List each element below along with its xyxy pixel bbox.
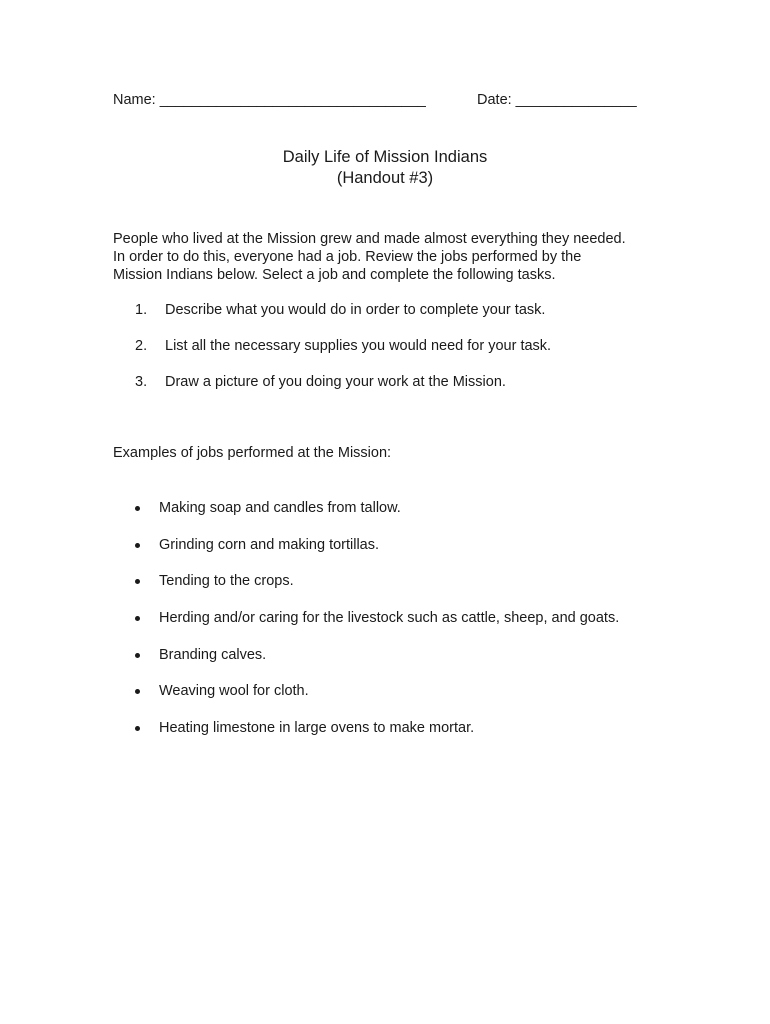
task-text: Describe what you would do in order to complete your task. — [165, 302, 546, 318]
date-field: Date: _______________ — [477, 92, 637, 108]
bullet-icon — [135, 506, 140, 511]
name-field: Name: _________________________________ — [113, 92, 426, 108]
task-text: List all the necessary supplies you would need for your task. — [165, 338, 552, 354]
job-text: Heating limestone in large ovens to make mortar. — [159, 720, 475, 737]
job-item — [113, 682, 673, 719]
bullet-icon — [135, 616, 140, 621]
intro-line: In order to do this, everyone had a job. Review the jobs performed by the — [113, 249, 582, 265]
jobs-list — [113, 499, 673, 756]
examples-heading: Examples of jobs performed at the Mission: — [113, 445, 392, 461]
bullet-icon — [135, 579, 140, 584]
job-item — [113, 646, 673, 683]
task-item — [113, 373, 658, 409]
task-number: 2. — [135, 338, 148, 354]
job-item — [113, 499, 673, 536]
task-number: 3. — [135, 374, 148, 390]
bullet-icon — [135, 726, 140, 731]
task-list — [113, 301, 658, 409]
job-text: Herding and/or caring for the livestock such as cattle, sheep, and goats. — [159, 610, 620, 627]
job-item — [113, 536, 673, 573]
task-item — [113, 337, 658, 373]
task-number: 1. — [135, 302, 148, 318]
job-text: Tending to the crops. — [159, 573, 294, 590]
bullet-icon — [135, 653, 140, 658]
job-text: Making soap and candles from tallow. — [159, 500, 401, 516]
bullet-icon — [135, 689, 140, 694]
title-line-2: (Handout #3) — [336, 169, 434, 187]
job-item — [113, 609, 673, 646]
job-text: Weaving wool for cloth. — [159, 683, 309, 700]
job-text: Grinding corn and making tortillas. — [159, 536, 380, 553]
intro-paragraph — [113, 230, 658, 284]
title-line-1: Daily Life of Mission Indians — [282, 148, 488, 166]
page-title — [0, 147, 770, 189]
bullet-icon — [135, 543, 140, 548]
intro-line: Mission Indians below. Select a job and complete the following tasks. — [113, 267, 556, 283]
job-item — [113, 719, 673, 756]
job-text: Branding calves. — [159, 646, 267, 663]
intro-line: People who lived at the Mission grew and made almost everything they needed. — [113, 231, 626, 247]
task-text: Draw a picture of you doing your work at the Mission. — [165, 374, 506, 390]
task-item — [113, 301, 658, 337]
job-item — [113, 572, 673, 609]
header-fields — [113, 92, 653, 112]
